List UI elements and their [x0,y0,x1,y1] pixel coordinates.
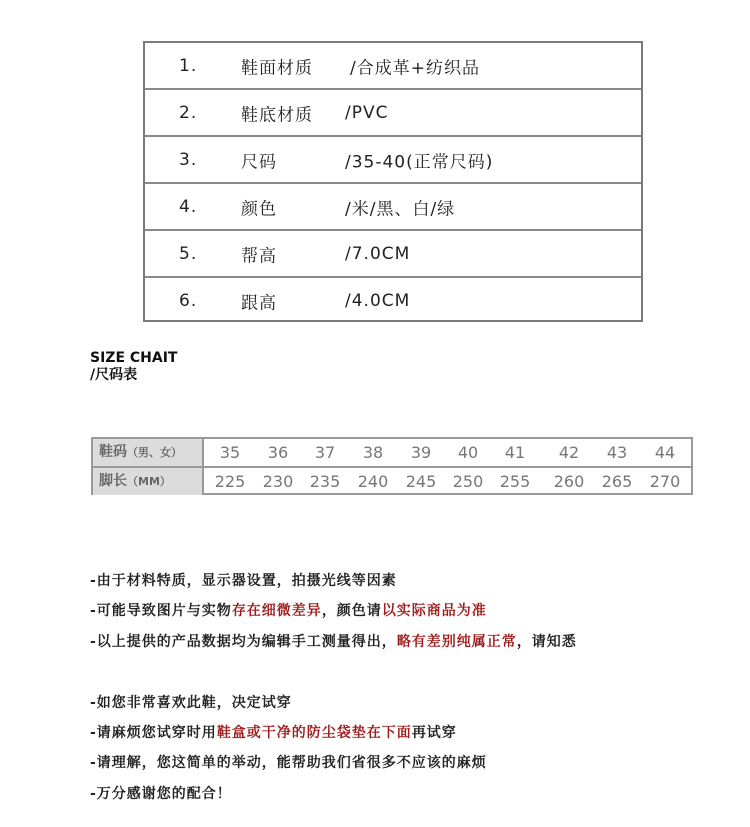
length-cell: 255 [499,472,531,491]
note-text: 再试穿 [411,725,457,741]
size-cell: 37 [314,443,336,462]
note-line: -由于材料特质，显示器设置，拍摄光线等因素 [90,573,397,589]
spec-row [145,278,641,323]
spec-value: /米/黑、白/绿 [345,199,456,219]
note-highlight: 略有差别纯属正常 [396,634,517,650]
note-text: -以上提供的产品数据均为编辑手工测量得出， [90,634,397,650]
spec-row [145,90,641,137]
length-cell: 225 [214,472,246,491]
size-cell: 43 [606,443,628,462]
note-line: -请理解，您这简单的举动，能帮助我们省很多不应该的麻烦 [90,755,487,771]
note-line [90,631,577,651]
spec-value: /合成革+纺织品 [350,58,480,78]
note-highlight: 以实际商品为准 [381,603,487,619]
size-chart-title-cn: /尺码表 [90,367,138,383]
size-cell: 39 [410,443,432,462]
note-text: -可能导致图片与实物 [90,603,232,619]
size-cell: 42 [558,443,580,462]
spec-name: 颜色 [241,199,277,219]
length-cell: 250 [452,472,484,491]
foot-length-label-sub: （MM） [127,475,171,488]
spec-number: 4. [179,196,198,217]
spec-value: /35-40(正常尺码) [345,152,494,172]
spec-value: /7.0CM [345,243,411,264]
spec-name: 尺码 [241,152,277,172]
size-cell: 35 [219,443,241,462]
shoe-size-label [93,439,204,466]
spec-number: 3. [179,149,198,170]
note-line [90,722,457,742]
note-line: -如您非常喜欢此鞋，决定试穿 [90,695,292,711]
spec-value: /4.0CM [345,290,411,311]
length-cell: 270 [649,472,681,491]
note-text: ，请知悉 [516,634,577,650]
size-chart-title [90,350,177,384]
note-line [90,600,487,620]
length-cell: 265 [601,472,633,491]
spec-table [143,41,643,322]
spec-value: /PVC [345,102,389,123]
spec-name: 鞋面材质 [241,58,313,78]
shoe-size-label-sub: （男、女） [127,446,182,459]
shoe-size-row [93,439,691,468]
foot-length-label [93,468,204,495]
size-chart-title-en: SIZE CHAIT [90,350,178,366]
size-table [91,437,693,495]
note-text: -请麻烦您试穿时用 [90,725,217,741]
length-cell: 240 [357,472,389,491]
length-cell: 260 [553,472,585,491]
size-cell: 38 [362,443,384,462]
spec-row [145,43,641,90]
note-highlight: 存在细微差异 [231,603,322,619]
spec-name: 跟高 [241,293,277,313]
spec-number: 2. [179,102,198,123]
spec-name: 鞋底材质 [241,105,313,125]
note-highlight: 鞋盒或干净的防尘袋垫在下面 [216,725,412,741]
spec-number: 6. [179,290,198,311]
length-cell: 230 [262,472,294,491]
spec-number: 5. [179,243,198,264]
spec-row [145,184,641,231]
size-cell: 41 [504,443,526,462]
size-cell: 36 [267,443,289,462]
spec-row [145,231,641,278]
spec-name: 帮高 [241,246,277,266]
foot-length-row [93,468,691,495]
length-cell: 245 [405,472,437,491]
spec-row [145,137,641,184]
size-cell: 44 [654,443,676,462]
note-text: ，颜色请 [321,603,382,619]
foot-length-label-main: 脚长 [99,473,127,489]
length-cell: 235 [309,472,341,491]
spec-number: 1. [179,55,198,76]
note-line: -万分感谢您的配合！ [90,786,232,802]
size-cell: 40 [457,443,479,462]
shoe-size-label-main: 鞋码 [99,444,127,460]
